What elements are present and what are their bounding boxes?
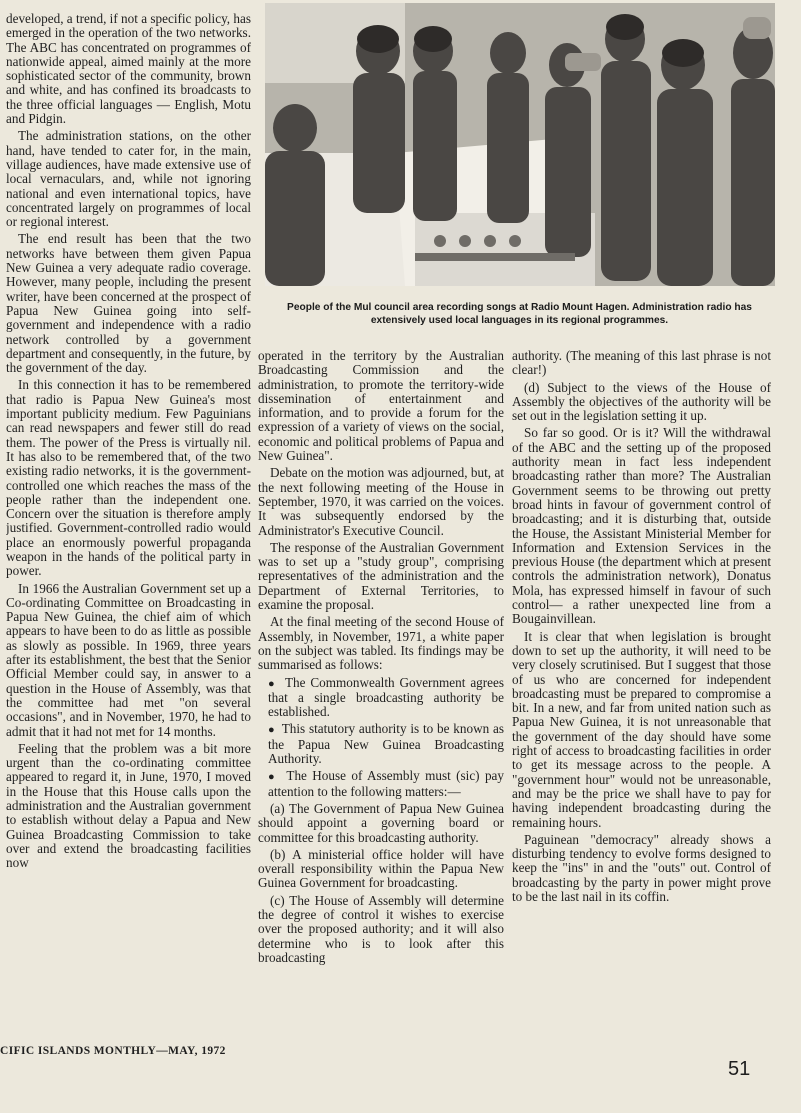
paragraph: Paguinean "democracy" already shows a disturbing tendency to evolve forms designed to keep the "ins" in and the "outs" out. Control of broadcasting by the party in power might prove to be the last nail in its coffin. <box>512 831 771 904</box>
paragraph: In 1966 the Australian Government set up a Co-ordinating Committee on Broadcasting in Papua New Guinea, the chief aim of which appears to have been to do as little as possible as slowly as possible. In 1969, three years after its establishment, the best that the Senior Official Member could say, in answer to a question in the House of Assembly, was that the committee had met "on several occasions", and in November, 1970, he had to admit that it had not met for 14 months. <box>6 580 251 739</box>
publication-footer: CIFIC ISLANDS MONTHLY—MAY, 1972 <box>0 1045 226 1057</box>
paragraph: The administration stations, on the other hand, have tended to cater for, in the main, village audiences, have made extensive use of local vernaculars, and, while not ignoring national and even international topics, have concentrated largely on programmes of local or regional interest. <box>6 128 251 230</box>
article-column-3 <box>512 349 771 1049</box>
paragraph: (b) A ministerial office holder will have overall responsibility within the Papua New Guinea Government for broadcasting. <box>258 846 504 891</box>
paragraph: ● The House of Assembly must (sic) pay attention to the following matters:— <box>258 769 504 799</box>
photo-radio-recording <box>265 3 775 286</box>
paragraph: ● The Commonwealth Government agrees that a single broadcasting authority be established. <box>258 676 504 720</box>
paragraph: At the final meeting of the second House of Assembly, in November, 1971, a white paper on the subject was tabled. Its findings may be summarised as follows: <box>258 614 504 673</box>
paragraph: Debate on the motion was adjourned, but, at the next following meeting of the House in September, 1970, it was carried on the voices. It was subsequently endorsed by the Administrator's Executive Council. <box>258 465 504 538</box>
page-number: 51 <box>728 1058 751 1080</box>
photo-caption: People of the Mul council area recording songs at Radio Mount Hagen. Administration radio has extensively used local languages in its regional programmes. <box>287 302 752 326</box>
paragraph: So far so good. Or is it? Will the withdrawal of the ABC and the setting up of the proposed authority mean in fact less independent broadcasting rather than more? The Australian Government seems to be throwing out pretty broad hints in favour of government control of broadcasting; and it is disturbing that, outside the House, the Assistant Ministerial Member for Information and Extension Services in the previous House (the department which at present controls the administration network), Donatus Mola, has expressed himself in favour of such control— a rather unexpected line from a Bougainvillean. <box>512 425 771 627</box>
paragraph: developed, a trend, if not a specific policy, has emerged in the operation of the two networks. The ABC has concentrated on programmes of nationwide appeal, aimed mainly at the more sophisticated sector of the community, brown and white, and has confined its broadcasts to the three official languages — English, Motu and Pidgin. <box>6 12 251 127</box>
paragraph: ● This statutory authority is to be known as the Papua New Guinea Broadcasting Authority. <box>258 722 504 766</box>
paragraph: The end result has been that the two networks have between them given Papua New Guinea a very adequate radio coverage. However, many people, including the present writer, have been concerned at the prospect of Papua New Guinea going into self-government and independence with a radio network controlled by a government department and consequently, in the future, by the government of the day. <box>6 231 251 376</box>
photo-illustration <box>265 3 775 286</box>
paragraph: Feeling that the problem was a bit more urgent than the co-ordinating committee appeared to regard it, in June, 1970, I moved in the House that this House calls upon the administration and the Australian government to establish without delay a Papua and New Guinea Broadcasting Commission to take over and extend the broadcasting facilities now <box>6 740 251 871</box>
paragraph: In this connection it has to be remembered that radio is Papua New Guinea's most important publicity medium. Few Paguinians can read newspapers and fewer still do read them. The power of the Press is virtually nil. It has also to be remembered that, of the two existing radio networks, it is the government-controlled one which reaches the mass of the people rather than the independent one. Concern over the situation is therefore amply justified. Government-controlled radio would place an enormously powerful propaganda weapon in the hands of the political party in power. <box>6 377 251 579</box>
paragraph: (c) The House of Assembly will determine the degree of control it wishes to exercise over the proposed authority; and it will also determine who is to look after this broadcasting <box>258 892 504 965</box>
article-column-1 <box>6 12 251 1042</box>
paragraph: It is clear that when legislation is brought down to set up the authority, it will need to be very closely scrutinised. But I suggest that those of us who are concerned for independent broadcasting must be prepared to compromise a bit. In a new, and far from united nation such as Papua New Guinea, it is not unreasonable that the government of the day should have some right of access to broadcasting facilities in order to get its message across to the people. A "government hour" would not be unreasonable, and may be the price we shall have to pay for having independent broadcasting during the remaining hours. <box>512 628 771 830</box>
paragraph: operated in the territory by the Australian Broadcasting Commission and the administration, to promote the territory-wide dissemination of entertainment and information, and to provide a forum for the expression of a variety of views on the social, economic and political problems of Papua and New Guinea". <box>258 349 504 464</box>
paragraph: authority. (The meaning of this last phrase is not clear!) <box>512 349 771 378</box>
paragraph: The response of the Australian Government was to set up a "study group", comprising representatives of the administration and the Department of External Territories, to examine the proposal. <box>258 539 504 613</box>
article-column-2 <box>258 349 504 1039</box>
paragraph: (d) Subject to the views of the House of Assembly the objectives of the authority will be set out in the legislation setting it up. <box>512 379 771 424</box>
paragraph: (a) The Government of Papua New Guinea should appoint a governing board or committee for this broadcasting authority. <box>258 800 504 845</box>
